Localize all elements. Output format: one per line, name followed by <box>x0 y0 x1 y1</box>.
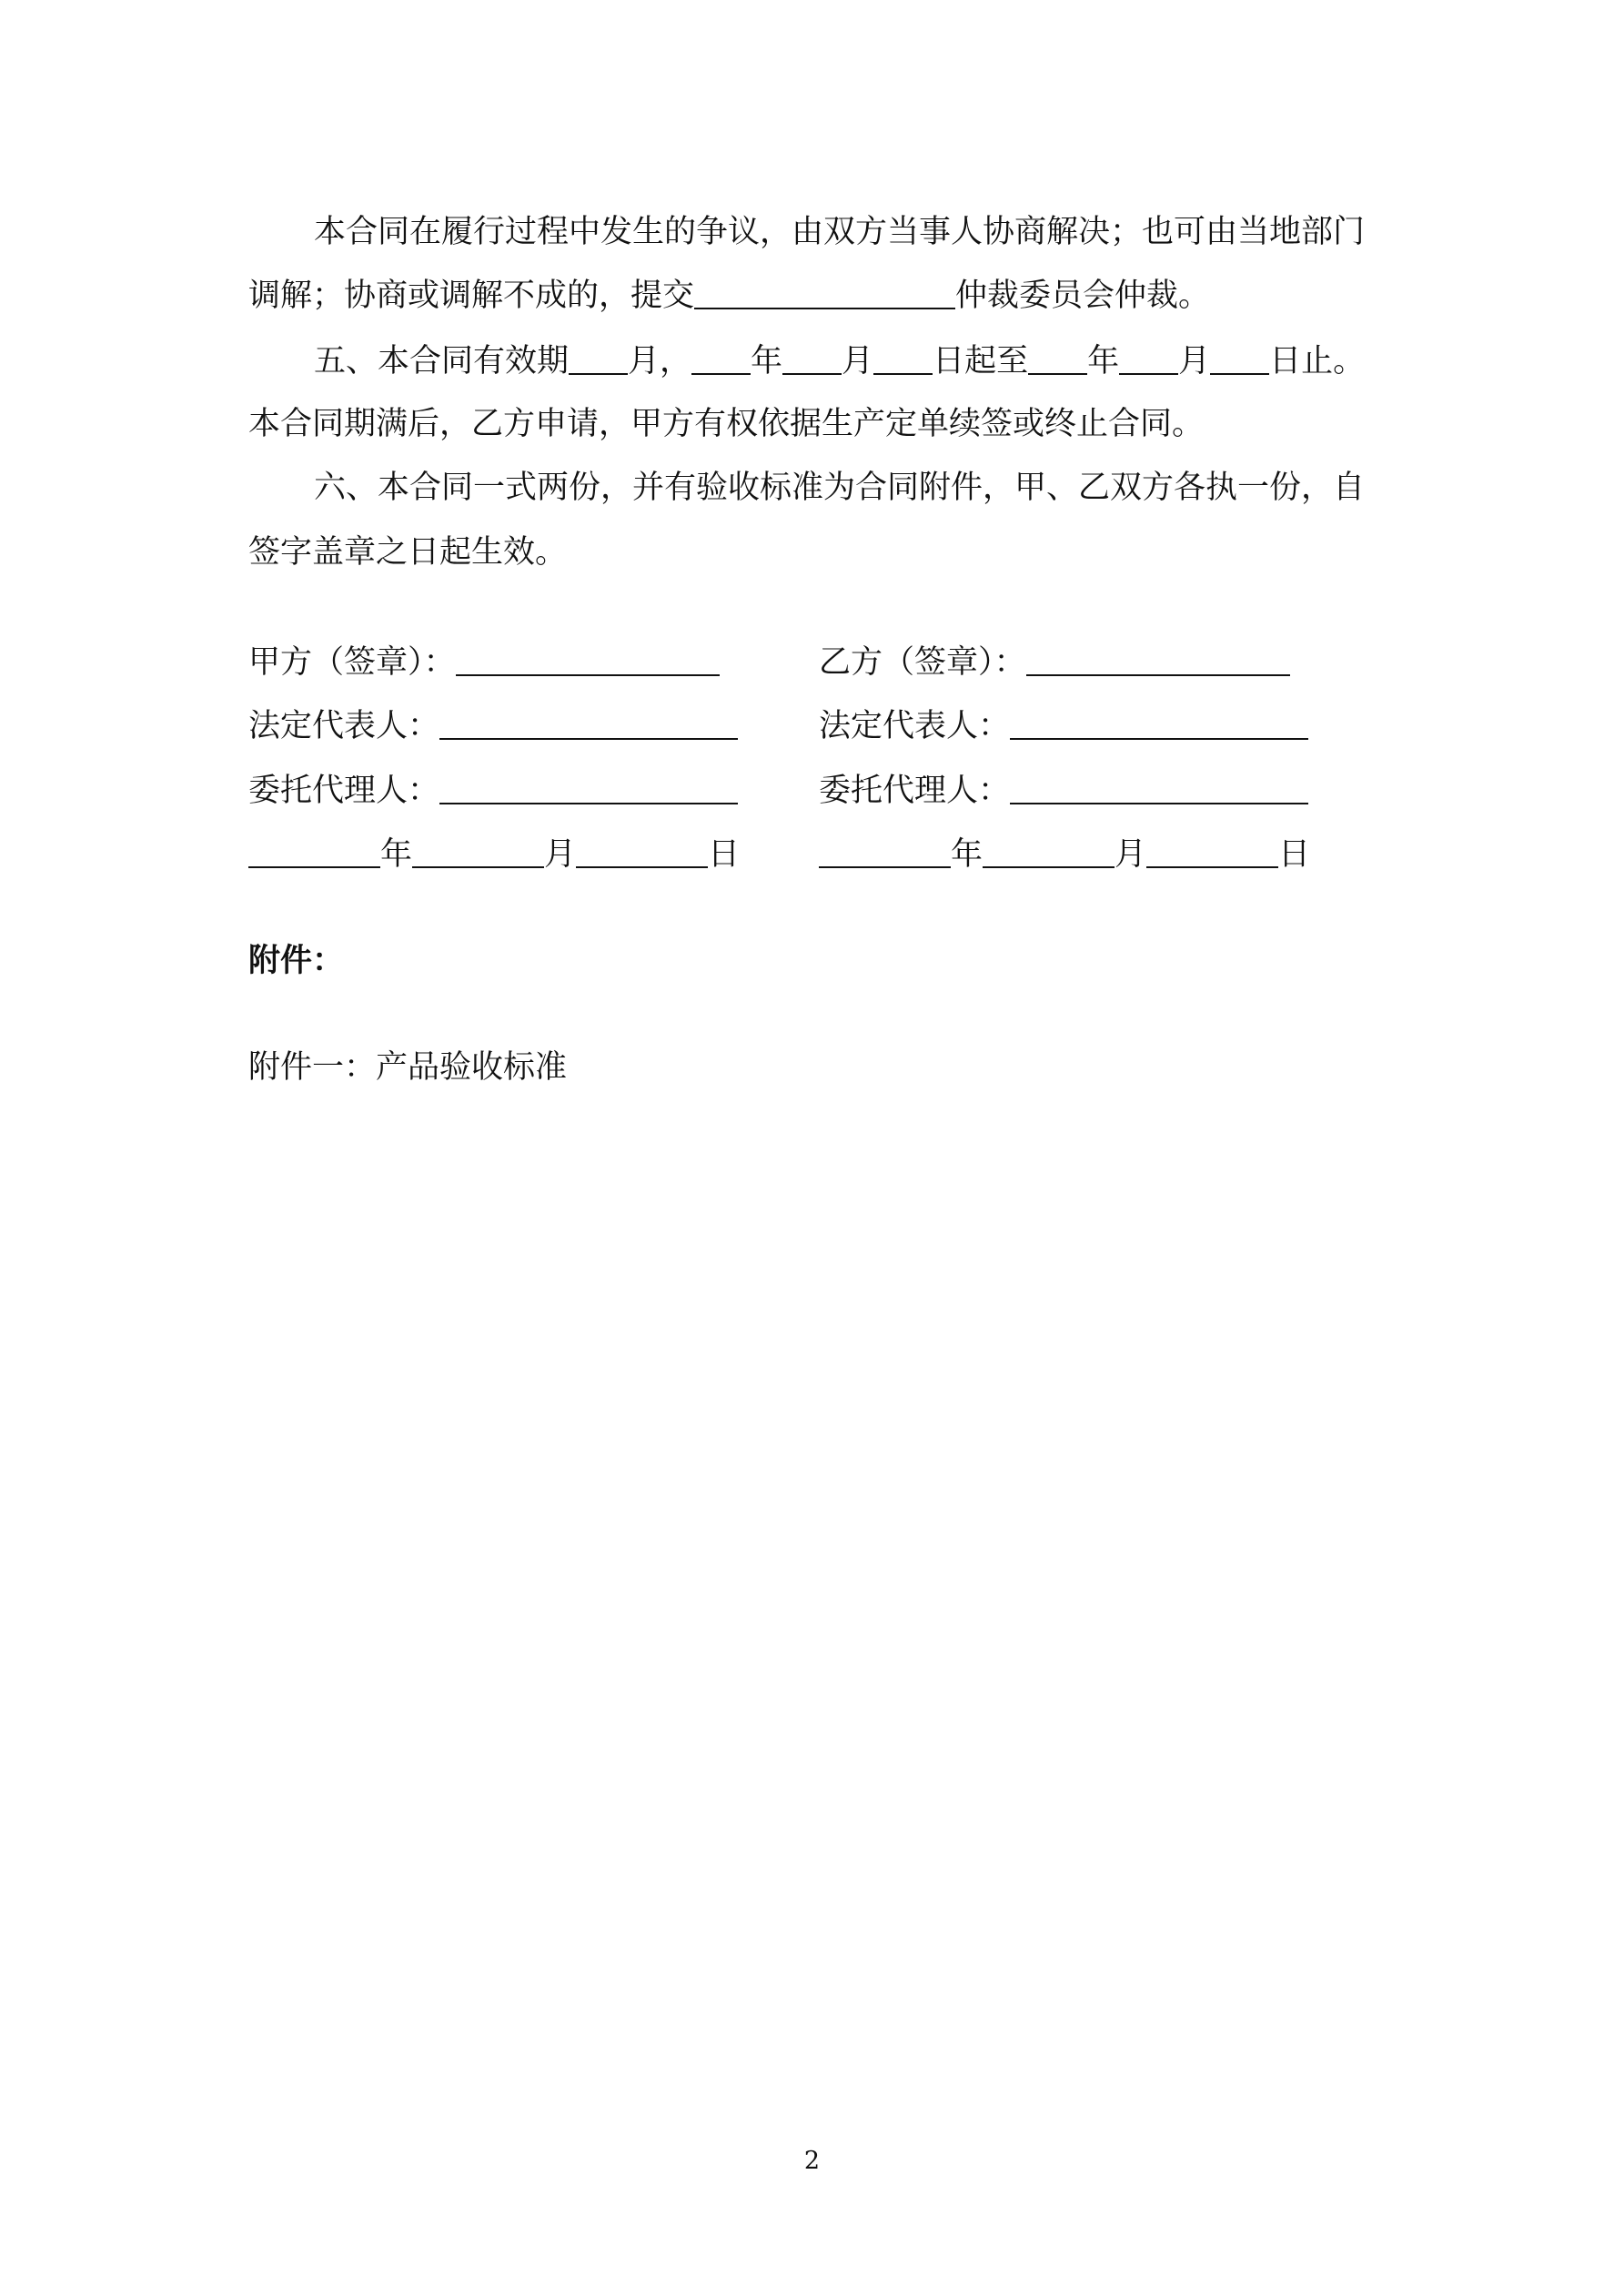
party-a-agent-blank <box>439 775 738 804</box>
start-year-unit: 年 <box>751 343 783 379</box>
attachment-item-1 <box>248 1049 567 1086</box>
party-a-rep-label: 法定代表人： <box>248 708 440 744</box>
end-day-unit: 日止。 <box>1269 343 1366 379</box>
party-b-date-row <box>819 836 1310 873</box>
party-a-seal-row <box>248 644 720 681</box>
party-a-seal-blank <box>456 647 720 676</box>
start-day-unit: 日起至 <box>933 343 1029 379</box>
term-month-unit: 月， <box>628 343 692 379</box>
copies-clause-text-1: 六、本合同一式两份，并有验收标准为合同附件，甲、乙双方各执一份，自 <box>314 470 1366 506</box>
dispute-clause-line-1 <box>314 214 1365 250</box>
term-clause-line-2 <box>248 406 1204 442</box>
party-b-agent-row <box>819 773 1308 809</box>
party-a-day-blank <box>576 839 708 868</box>
party-b-rep-blank <box>1010 711 1308 740</box>
copies-clause-line-1 <box>314 470 1365 506</box>
party-b-agent-blank <box>1010 775 1308 804</box>
party-a-date-row <box>248 836 740 873</box>
party-a-month-blank <box>412 839 544 868</box>
party-a-rep-blank <box>439 711 738 740</box>
arbitration-committee-blank <box>694 280 955 309</box>
dispute-clause-text-2b: 仲裁委员会仲裁。 <box>955 278 1211 314</box>
party-b-day-unit: 日 <box>1278 836 1311 873</box>
attachments-heading-text: 附件： <box>248 942 345 979</box>
copies-clause-text-2: 签字盖章之日起生效。 <box>248 534 568 571</box>
start-month-blank <box>782 346 842 375</box>
party-b-seal-blank <box>1026 647 1290 676</box>
party-a-agent-row <box>248 773 738 809</box>
start-month-unit: 月 <box>842 343 874 379</box>
end-month-blank <box>1119 346 1178 375</box>
start-year-blank <box>691 346 751 375</box>
copies-clause-line-2 <box>248 534 567 571</box>
end-day-blank <box>1210 346 1269 375</box>
party-a-year-blank <box>248 839 380 868</box>
start-day-blank <box>873 346 933 375</box>
end-year-blank <box>1028 346 1087 375</box>
term-clause-text-2: 本合同期满后，乙方申请，甲方有权依据生产定单续签或终止合同。 <box>248 406 1205 442</box>
party-a-seal-label: 甲方（签章）： <box>248 644 456 681</box>
party-b-rep-label: 法定代表人： <box>819 708 1011 744</box>
party-b-seal-label: 乙方（签章）： <box>819 644 1026 681</box>
end-year-unit: 年 <box>1087 343 1120 379</box>
attachment-item-1-text: 附件一：产品验收标准 <box>248 1049 568 1086</box>
term-months-blank <box>569 346 628 375</box>
page-number: 2 <box>803 2147 821 2175</box>
dispute-clause-text-2a: 调解；协商或调解不成的，提交 <box>248 278 695 314</box>
party-b-month-unit: 月 <box>1115 836 1147 873</box>
term-prefix: 五、本合同有效期 <box>314 343 570 379</box>
party-b-agent-label: 委托代理人： <box>819 773 1011 809</box>
dispute-clause-line-2 <box>248 278 1210 314</box>
end-month-unit: 月 <box>1178 343 1211 379</box>
attachments-heading <box>248 943 344 979</box>
party-a-rep-row <box>248 708 738 744</box>
party-a-year-unit: 年 <box>380 836 413 873</box>
party-a-month-unit: 月 <box>544 836 577 873</box>
party-b-month-blank <box>983 839 1115 868</box>
party-b-day-blank <box>1146 839 1278 868</box>
party-b-year-blank <box>819 839 951 868</box>
party-a-day-unit: 日 <box>708 836 741 873</box>
party-b-rep-row <box>819 708 1308 744</box>
party-a-agent-label: 委托代理人： <box>248 773 440 809</box>
party-b-year-unit: 年 <box>951 836 983 873</box>
term-clause-line-1 <box>314 343 1365 379</box>
dispute-clause-text-1: 本合同在履行过程中发生的争议，由双方当事人协商解决；也可由当地部门 <box>314 214 1366 250</box>
party-b-seal-row <box>819 644 1290 681</box>
